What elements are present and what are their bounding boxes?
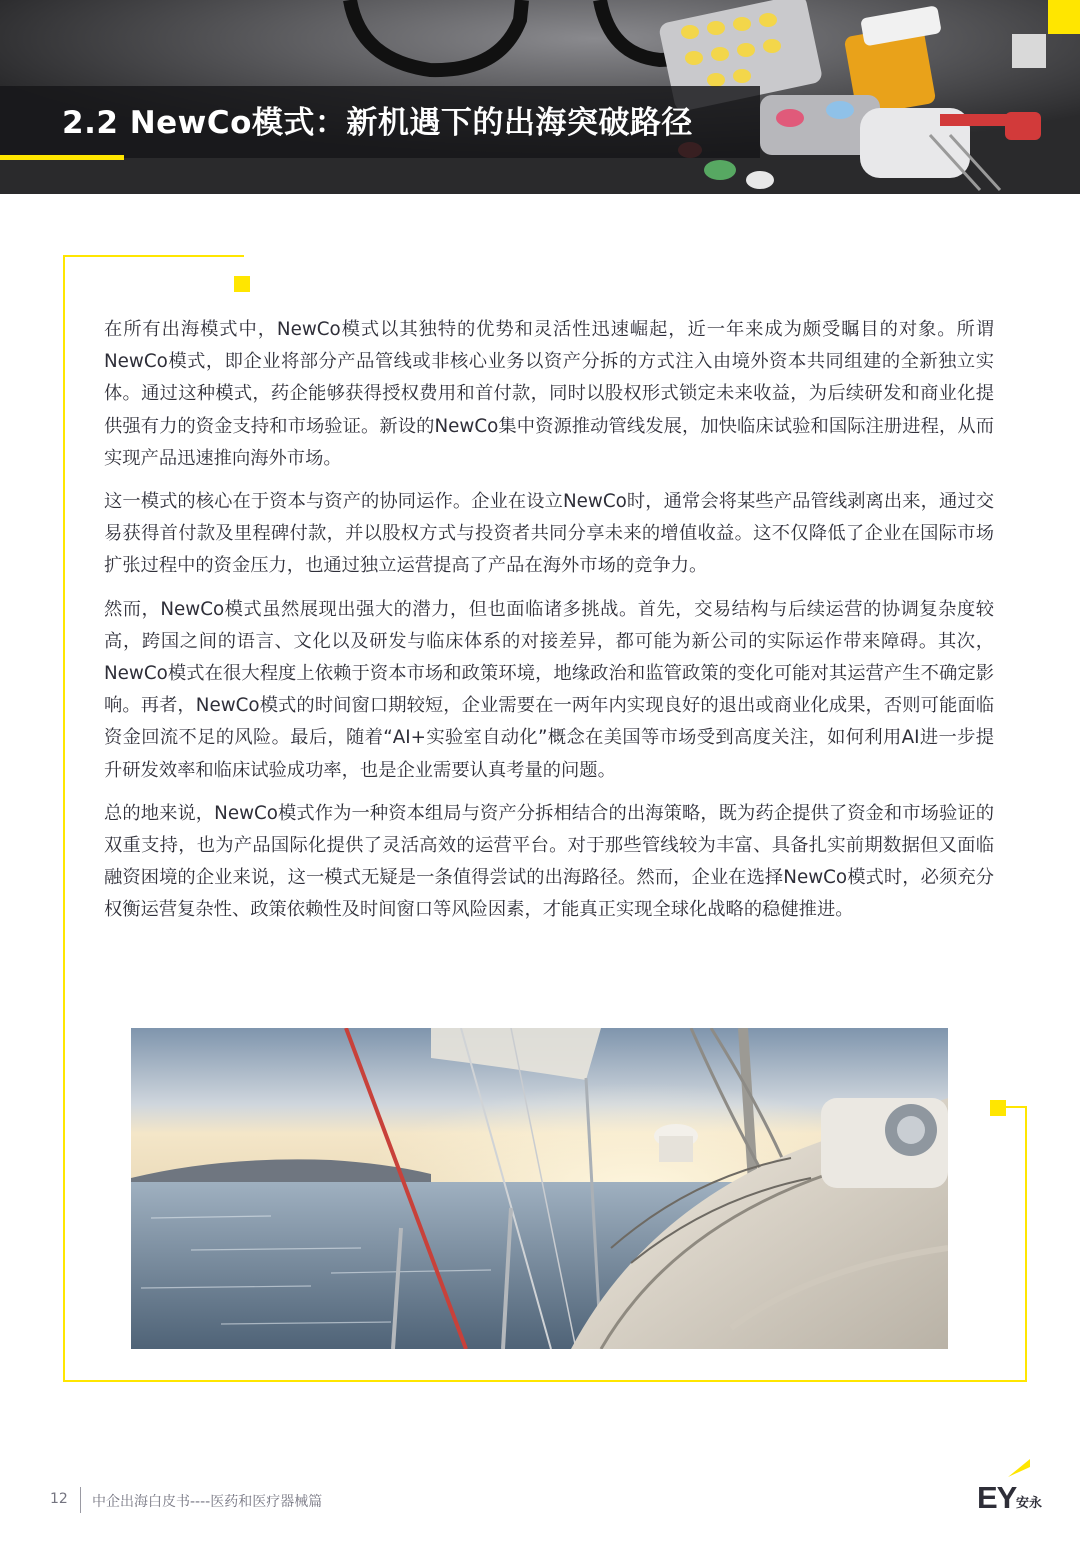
paragraph: 总的地来说，NewCo模式作为一种资本组局与资产分拆相结合的出海策略，既为药企提供了资金和市场验证的双重支持，也为产品国际化提供了灵活高效的运营平台。对于那些管线较为丰富、具备扎实前期数据但又面临融资困境的企业来说，这一模式无疑是一条值得尝试的出海路径。然而，企业在选择NewCo模式时，必须充分权衡运营复杂性、政策依赖性及时间窗口等风险因素，才能真正实现全球化战略的稳健推进。: [104, 802, 994, 921]
corner-grey-square: [1012, 34, 1046, 68]
header-banner: [0, 0, 1080, 194]
ey-logo-text: EY: [977, 1480, 1017, 1515]
footer-divider: [80, 1487, 81, 1513]
paragraph: 然而，NewCo模式虽然展现出强大的潜力，但也面临诸多挑战。首先，交易结构与后续运营的协调复杂度较高，跨国之间的语言、文化以及研发与临床体系的对接差异，都可能为新公司的实际运作带来障碍。其次，NewCo模式在很大程度上依赖于资本市场和政策环境，地缘政治和监管政策的变化可能对其运营产生不确定影响。再者，NewCo模式的时间窗口期较短，企业需要在一两年内实现良好的退出或商业化成果，否则可能面临资金回流不足的风险。最后，随着“AI+实验室自动化”概念在美国等市场受到高度关注，如何利用AI进一步提升研发效率和临床试验成功率，也是企业需要认真考量的问题。: [104, 598, 994, 781]
page-number: 12: [50, 1491, 68, 1507]
ey-logo-beam-icon: [1008, 1459, 1030, 1477]
paragraph: 在所有出海模式中，NewCo模式以其独特的优势和灵活性迅速崛起，近一年来成为颇受瞩目的对象。所谓NewCo模式，即企业将部分产品管线或非核心业务以资产分拆的方式注入由境外资本共同组建的全新独立实体。通过这种模式，药企能够获得授权费用和首付款，同时以股权形式锁定未来收益，为后续研发和商业化提供强有力的资金支持和市场验证。新设的NewCo集中资源推动管线发展，加快临床试验和国际注册进程，从而实现产品迅速推向海外市场。: [104, 319, 994, 469]
frame-accent-square-top: [234, 276, 250, 292]
ey-logo-chinese: 安永: [1016, 1496, 1043, 1511]
publication-title: 中企出海白皮书----医药和医疗器械篇: [92, 1494, 323, 1510]
frame-line-left: [63, 255, 65, 1382]
sailboat-photo: [131, 1028, 948, 1349]
article-body: [104, 314, 994, 938]
frame-accent-square-right: [990, 1100, 1006, 1116]
paragraph: 这一模式的核心在于资本与资产的协同运作。企业在设立NewCo时，通常会将某些产品管线剥离出来，通过交易获得首付款及里程碑付款，并以股权方式与投资者共同分享未来的增值收益。这不仅降低了企业在国际市场扩张过程中的资金压力，也通过独立运营提高了产品在海外市场的竞争力。: [104, 491, 994, 577]
frame-line-bottom: [63, 1380, 1027, 1382]
title-accent-bar: [0, 155, 124, 160]
frame-line-right: [1025, 1106, 1027, 1382]
frame-line-top: [63, 255, 244, 257]
corner-yellow-square: [1048, 0, 1080, 34]
page-title: 2.2 NewCo模式：新机遇下的出海突破路径: [62, 105, 693, 141]
